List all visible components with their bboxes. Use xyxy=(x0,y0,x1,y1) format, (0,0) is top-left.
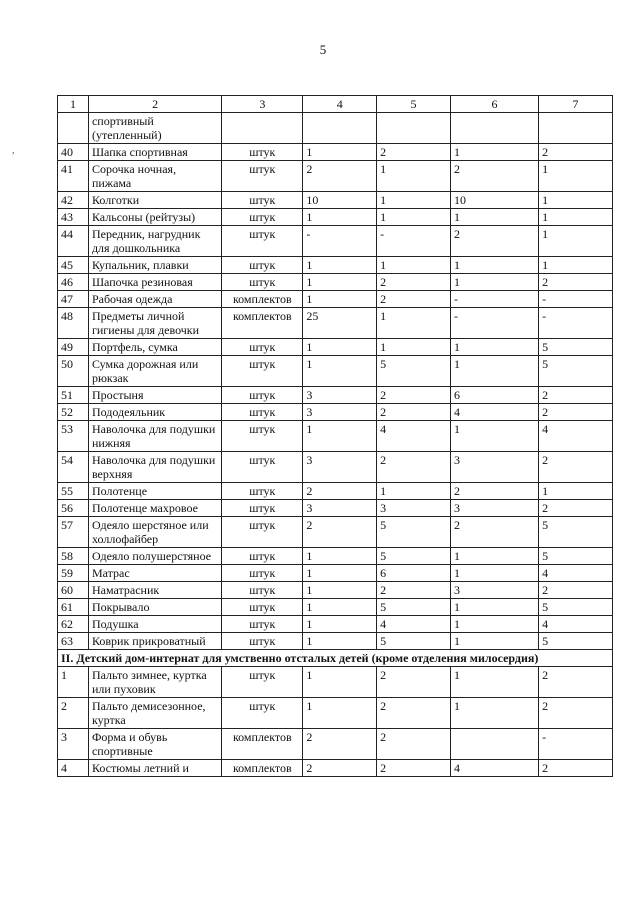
item-name-cell: Подушка xyxy=(88,616,221,633)
row-number-cell: 63 xyxy=(58,633,89,650)
value-cell: 5 xyxy=(377,356,451,387)
table-row xyxy=(58,729,613,760)
header-cell: 1 xyxy=(58,96,89,113)
value-cell xyxy=(450,113,538,144)
value-cell: 2 xyxy=(539,698,613,729)
value-cell: 1 xyxy=(377,161,451,192)
value-cell: 1 xyxy=(539,257,613,274)
value-cell: 10 xyxy=(303,192,377,209)
item-name-cell: спортивный (утепленный) xyxy=(88,113,221,144)
value-cell: 1 xyxy=(450,565,538,582)
value-cell: 1 xyxy=(377,192,451,209)
value-cell: - xyxy=(539,291,613,308)
item-name-cell: Коврик прикроватный xyxy=(88,633,221,650)
value-cell: 4 xyxy=(450,760,538,777)
value-cell: 1 xyxy=(303,599,377,616)
table-row xyxy=(58,483,613,500)
row-number-cell: 55 xyxy=(58,483,89,500)
table-row xyxy=(58,404,613,421)
value-cell: 1 xyxy=(539,209,613,226)
row-number-cell: 61 xyxy=(58,599,89,616)
value-cell: 1 xyxy=(303,339,377,356)
item-name-cell: Пододеяльник xyxy=(88,404,221,421)
item-name-cell: Шапка спортивная xyxy=(88,144,221,161)
row-number-cell: 47 xyxy=(58,291,89,308)
unit-cell: штук xyxy=(222,616,303,633)
value-cell: 1 xyxy=(303,421,377,452)
value-cell: 2 xyxy=(539,667,613,698)
unit-cell: штук xyxy=(222,483,303,500)
value-cell: 1 xyxy=(450,667,538,698)
value-cell: 2 xyxy=(303,483,377,500)
table-row xyxy=(58,548,613,565)
row-number-cell: 44 xyxy=(58,226,89,257)
value-cell: 2 xyxy=(539,582,613,599)
table-row xyxy=(58,161,613,192)
value-cell: 2 xyxy=(450,161,538,192)
row-number-cell: 52 xyxy=(58,404,89,421)
table-row xyxy=(58,113,613,144)
row-number-cell: 40 xyxy=(58,144,89,161)
table-row xyxy=(58,633,613,650)
header-cell: 5 xyxy=(377,96,451,113)
value-cell: 4 xyxy=(377,616,451,633)
table-row xyxy=(58,599,613,616)
item-name-cell: Костюмы летний и xyxy=(88,760,221,777)
value-cell: 2 xyxy=(450,483,538,500)
table-row xyxy=(58,291,613,308)
row-number-cell: 53 xyxy=(58,421,89,452)
value-cell: 1 xyxy=(303,698,377,729)
value-cell: 2 xyxy=(377,729,451,760)
value-cell: 1 xyxy=(450,599,538,616)
value-cell: 2 xyxy=(539,387,613,404)
value-cell: 2 xyxy=(450,517,538,548)
value-cell: 2 xyxy=(377,291,451,308)
row-number-cell: 54 xyxy=(58,452,89,483)
value-cell: 1 xyxy=(303,616,377,633)
items-table xyxy=(57,95,613,777)
margin-mark: , xyxy=(12,145,15,156)
value-cell: 1 xyxy=(303,356,377,387)
value-cell: 2 xyxy=(377,404,451,421)
item-name-cell: Одеяло полушерстяное xyxy=(88,548,221,565)
value-cell: 5 xyxy=(377,599,451,616)
item-name-cell: Наматрасник xyxy=(88,582,221,599)
unit-cell: штук xyxy=(222,209,303,226)
value-cell: - xyxy=(377,226,451,257)
header-cell: 7 xyxy=(539,96,613,113)
value-cell: 5 xyxy=(539,517,613,548)
unit-cell: штук xyxy=(222,274,303,291)
value-cell: 1 xyxy=(377,483,451,500)
row-number-cell: 59 xyxy=(58,565,89,582)
value-cell: 3 xyxy=(303,387,377,404)
unit-cell: штук xyxy=(222,599,303,616)
value-cell: - xyxy=(450,291,538,308)
value-cell: - xyxy=(539,729,613,760)
value-cell: 1 xyxy=(450,257,538,274)
header-cell: 4 xyxy=(303,96,377,113)
item-name-cell: Сумка дорожная или рюкзак xyxy=(88,356,221,387)
value-cell: 5 xyxy=(539,633,613,650)
value-cell: 2 xyxy=(539,500,613,517)
unit-cell: комплектов xyxy=(222,760,303,777)
table-row xyxy=(58,517,613,548)
row-number-cell: 42 xyxy=(58,192,89,209)
table-row xyxy=(58,144,613,161)
item-name-cell: Портфель, сумка xyxy=(88,339,221,356)
value-cell: 10 xyxy=(450,192,538,209)
value-cell: 5 xyxy=(539,339,613,356)
value-cell: 3 xyxy=(450,500,538,517)
value-cell: 2 xyxy=(303,517,377,548)
table-row xyxy=(58,667,613,698)
row-number-cell: 4 xyxy=(58,760,89,777)
unit-cell: штук xyxy=(222,633,303,650)
value-cell: 1 xyxy=(303,257,377,274)
value-cell: 5 xyxy=(539,548,613,565)
item-name-cell: Простыня xyxy=(88,387,221,404)
value-cell: 2 xyxy=(539,144,613,161)
table-row xyxy=(58,356,613,387)
item-name-cell: Покрывало xyxy=(88,599,221,616)
item-name-cell: Купальник, плавки xyxy=(88,257,221,274)
header-cell: 6 xyxy=(450,96,538,113)
item-name-cell: Рабочая одежда xyxy=(88,291,221,308)
value-cell: 3 xyxy=(450,582,538,599)
value-cell: 2 xyxy=(539,452,613,483)
value-cell: 1 xyxy=(303,633,377,650)
value-cell: 1 xyxy=(377,308,451,339)
unit-cell: штук xyxy=(222,161,303,192)
row-number-cell: 45 xyxy=(58,257,89,274)
value-cell: 6 xyxy=(450,387,538,404)
unit-cell: штук xyxy=(222,387,303,404)
value-cell: 1 xyxy=(303,565,377,582)
value-cell: 3 xyxy=(303,500,377,517)
value-cell: 2 xyxy=(377,387,451,404)
table-row xyxy=(58,452,613,483)
value-cell: 4 xyxy=(539,565,613,582)
unit-cell: комплектов xyxy=(222,291,303,308)
row-number-cell: 3 xyxy=(58,729,89,760)
table-row xyxy=(58,226,613,257)
value-cell: 2 xyxy=(377,582,451,599)
value-cell: 1 xyxy=(539,226,613,257)
row-number-cell: 60 xyxy=(58,582,89,599)
item-name-cell: Полотенце махровое xyxy=(88,500,221,517)
value-cell: 25 xyxy=(303,308,377,339)
item-name-cell: Кальсоны (рейтузы) xyxy=(88,209,221,226)
value-cell xyxy=(450,729,538,760)
row-number-cell xyxy=(58,113,89,144)
value-cell: 5 xyxy=(377,633,451,650)
value-cell: 1 xyxy=(450,616,538,633)
item-name-cell: Наволочка для подушки нижняя xyxy=(88,421,221,452)
value-cell: 4 xyxy=(450,404,538,421)
table-row xyxy=(58,616,613,633)
value-cell: 5 xyxy=(377,548,451,565)
row-number-cell: 50 xyxy=(58,356,89,387)
value-cell: 1 xyxy=(450,144,538,161)
value-cell: 2 xyxy=(377,274,451,291)
value-cell xyxy=(377,113,451,144)
value-cell: - xyxy=(539,308,613,339)
value-cell: 2 xyxy=(377,698,451,729)
unit-cell: штук xyxy=(222,698,303,729)
value-cell: 1 xyxy=(539,483,613,500)
table-row xyxy=(58,387,613,404)
row-number-cell: 49 xyxy=(58,339,89,356)
table-row xyxy=(58,500,613,517)
item-name-cell: Полотенце xyxy=(88,483,221,500)
value-cell: 1 xyxy=(303,274,377,291)
table-row xyxy=(58,209,613,226)
value-cell: 1 xyxy=(303,144,377,161)
value-cell: 1 xyxy=(303,291,377,308)
table-row xyxy=(58,339,613,356)
value-cell: 5 xyxy=(539,356,613,387)
value-cell: 1 xyxy=(450,356,538,387)
unit-cell: штук xyxy=(222,257,303,274)
value-cell: 3 xyxy=(303,452,377,483)
item-name-cell: Колготки xyxy=(88,192,221,209)
row-number-cell: 2 xyxy=(58,698,89,729)
value-cell: 2 xyxy=(303,760,377,777)
value-cell: 4 xyxy=(539,616,613,633)
item-name-cell: Одеяло шерстяное или холлофайбер xyxy=(88,517,221,548)
value-cell: 1 xyxy=(450,633,538,650)
value-cell: 2 xyxy=(539,404,613,421)
value-cell: 3 xyxy=(450,452,538,483)
value-cell: 2 xyxy=(377,144,451,161)
value-cell: 6 xyxy=(377,565,451,582)
value-cell: 1 xyxy=(303,209,377,226)
value-cell: 2 xyxy=(539,274,613,291)
unit-cell: штук xyxy=(222,356,303,387)
header-cell: 3 xyxy=(222,96,303,113)
value-cell: 3 xyxy=(303,404,377,421)
value-cell: 2 xyxy=(377,667,451,698)
row-number-cell: 41 xyxy=(58,161,89,192)
value-cell: 1 xyxy=(539,192,613,209)
row-number-cell: 43 xyxy=(58,209,89,226)
unit-cell: штук xyxy=(222,226,303,257)
row-number-cell: 58 xyxy=(58,548,89,565)
header-cell: 2 xyxy=(88,96,221,113)
value-cell: 2 xyxy=(450,226,538,257)
table-row xyxy=(58,257,613,274)
unit-cell: комплектов xyxy=(222,729,303,760)
table-header-row xyxy=(58,96,613,113)
unit-cell xyxy=(222,113,303,144)
item-name-cell: Форма и обувь спортивные xyxy=(88,729,221,760)
value-cell: 1 xyxy=(303,582,377,599)
unit-cell: штук xyxy=(222,404,303,421)
unit-cell: штук xyxy=(222,421,303,452)
row-number-cell: 1 xyxy=(58,667,89,698)
value-cell xyxy=(303,113,377,144)
value-cell: 1 xyxy=(539,161,613,192)
unit-cell: штук xyxy=(222,500,303,517)
item-name-cell: Пальто зимнее, куртка или пуховик xyxy=(88,667,221,698)
table-row xyxy=(58,274,613,291)
item-name-cell: Предметы личной гигиены для девочки xyxy=(88,308,221,339)
value-cell: 1 xyxy=(303,667,377,698)
value-cell: 5 xyxy=(377,517,451,548)
value-cell: 2 xyxy=(539,760,613,777)
unit-cell: штук xyxy=(222,517,303,548)
value-cell: 1 xyxy=(450,548,538,565)
value-cell xyxy=(539,113,613,144)
unit-cell: штук xyxy=(222,548,303,565)
value-cell: 1 xyxy=(377,257,451,274)
table-row xyxy=(58,760,613,777)
row-number-cell: 48 xyxy=(58,308,89,339)
value-cell: 2 xyxy=(303,161,377,192)
item-name-cell: Пальто демисезонное, куртка xyxy=(88,698,221,729)
value-cell: 5 xyxy=(539,599,613,616)
value-cell: - xyxy=(450,308,538,339)
table-row xyxy=(58,565,613,582)
value-cell: 1 xyxy=(450,698,538,729)
value-cell: 1 xyxy=(450,339,538,356)
value-cell: - xyxy=(303,226,377,257)
unit-cell: штук xyxy=(222,667,303,698)
section-header-row xyxy=(58,650,613,667)
unit-cell: комплектов xyxy=(222,308,303,339)
item-name-cell: Шапочка резиновая xyxy=(88,274,221,291)
row-number-cell: 62 xyxy=(58,616,89,633)
value-cell: 3 xyxy=(377,500,451,517)
unit-cell: штук xyxy=(222,565,303,582)
value-cell: 4 xyxy=(539,421,613,452)
value-cell: 2 xyxy=(377,452,451,483)
item-name-cell: Матрас xyxy=(88,565,221,582)
value-cell: 1 xyxy=(450,274,538,291)
row-number-cell: 56 xyxy=(58,500,89,517)
unit-cell: штук xyxy=(222,582,303,599)
table-row xyxy=(58,192,613,209)
section-title: II. Детский дом-интернат для умственно отсталых детей (кроме отделения милосердия) xyxy=(58,650,613,667)
value-cell: 4 xyxy=(377,421,451,452)
value-cell: 1 xyxy=(303,548,377,565)
row-number-cell: 57 xyxy=(58,517,89,548)
item-name-cell: Сорочка ночная, пижама xyxy=(88,161,221,192)
unit-cell: штук xyxy=(222,452,303,483)
table-row xyxy=(58,308,613,339)
item-name-cell: Передник, нагрудник для дошкольника xyxy=(88,226,221,257)
unit-cell: штук xyxy=(222,144,303,161)
table-row xyxy=(58,698,613,729)
table-row xyxy=(58,582,613,599)
value-cell: 2 xyxy=(303,729,377,760)
unit-cell: штук xyxy=(222,339,303,356)
value-cell: 1 xyxy=(377,209,451,226)
item-name-cell: Наволочка для подушки верхняя xyxy=(88,452,221,483)
value-cell: 2 xyxy=(377,760,451,777)
value-cell: 1 xyxy=(377,339,451,356)
page-number: 5 xyxy=(319,42,327,57)
table-row xyxy=(58,421,613,452)
row-number-cell: 46 xyxy=(58,274,89,291)
unit-cell: штук xyxy=(222,192,303,209)
value-cell: 1 xyxy=(450,209,538,226)
row-number-cell: 51 xyxy=(58,387,89,404)
value-cell: 1 xyxy=(450,421,538,452)
